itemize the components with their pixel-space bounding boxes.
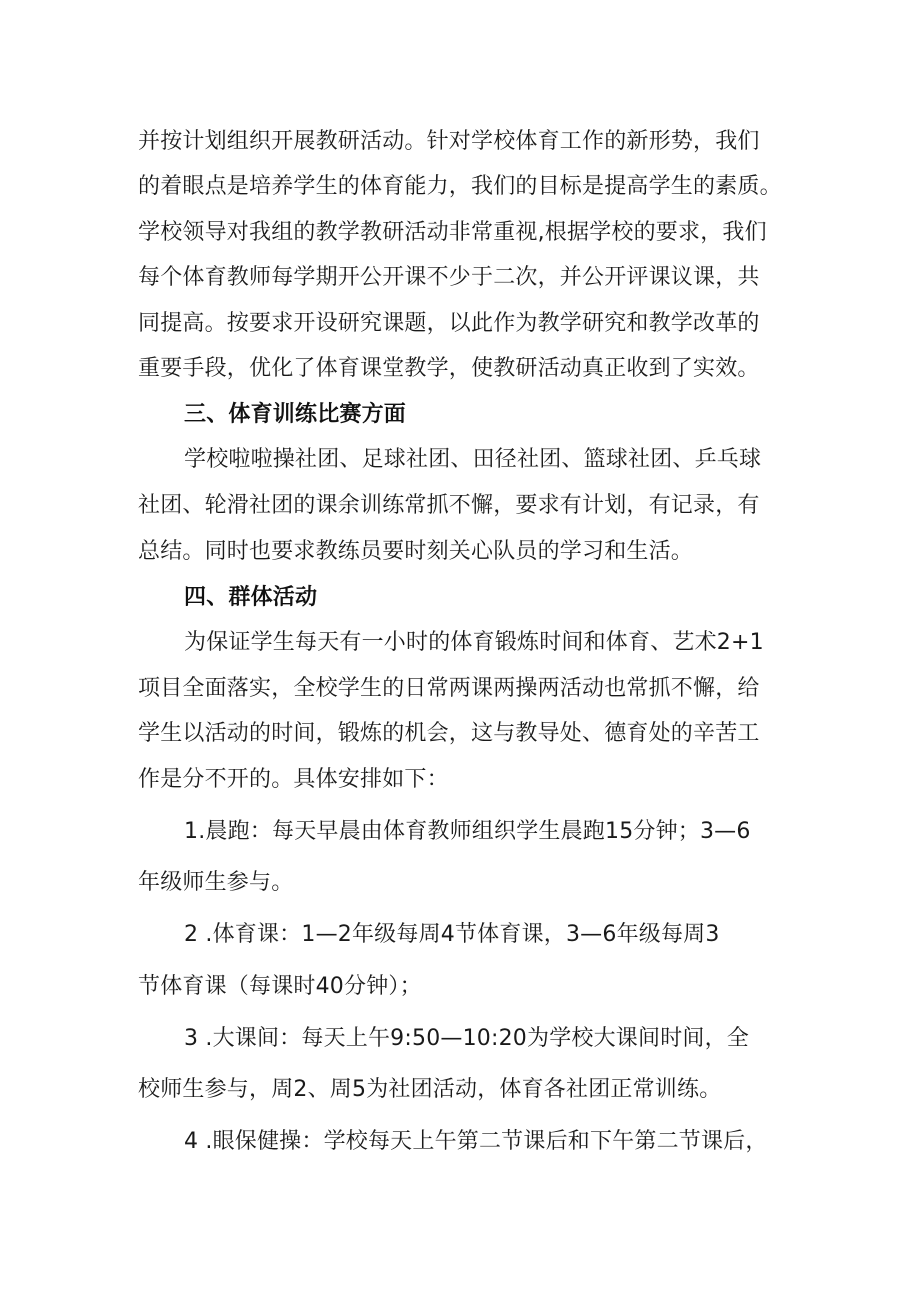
- body-text-line: 学校领导对我组的教学教研活动非常重视,根据学校的要求，我们: [138, 220, 767, 245]
- body-text-line: 总结。同时也要求教练员要时刻关心队员的学习和生活。: [138, 539, 694, 564]
- body-text-line: 重要手段，优化了体育课堂教学，使教研活动真正收到了实效。: [138, 356, 760, 381]
- section-heading: 三、体育训练比赛方面: [184, 402, 407, 427]
- body-text-line: 学校啦啦操社团、足球社团、田径社团、篮球社团、乒乓球: [184, 447, 762, 472]
- list-item-line: 校师生参与，周2、周5为社团活动，体育各社团正常训练。: [138, 1077, 722, 1102]
- section-heading: 四、群体活动: [184, 585, 318, 610]
- body-text-line: 为保证学生每天有一小时的体育锻炼时间和体育、艺术2+1: [184, 630, 764, 655]
- list-item-line: 4 .眼保健操：学校每天上午第二节课后和下午第二节课后，: [184, 1129, 768, 1154]
- body-text-line: 社团、轮滑社团的课余训练常抓不懈，要求有计划，有记录，有: [138, 493, 760, 518]
- list-item-line: 节体育课（每课时40分钟）；: [138, 974, 422, 999]
- body-text-line: 作是分不开的。具体安排如下：: [138, 767, 449, 792]
- list-item-line: 2 .体育课：1—2年级每周4节体育课，3—6年级每周3: [184, 922, 720, 947]
- body-text-line: 每个体育教师每学期开公开课不少于二次，并公开评课议课，共: [138, 265, 760, 290]
- body-text-line: 学生以活动的时间，锻炼的机会，这与教导处、德育处的辛苦工: [138, 721, 760, 746]
- list-item-line: 年级师生参与。: [138, 870, 294, 895]
- body-text-line: 同提高。按要求开设研究课题，以此作为教学研究和教学改革的: [138, 311, 760, 336]
- list-item-line: 1.晨跑：每天早晨由体育教师组织学生晨跑15分钟；3—6: [184, 819, 751, 844]
- body-text-line: 项目全面落实，全校学生的日常两课两操两活动也常抓不懈，给: [138, 676, 760, 701]
- body-text-line: 的着眼点是培养学生的体育能力，我们的目标是提高学生的素质。: [138, 174, 782, 199]
- body-text-line: 并按计划组织开展教研活动。针对学校体育工作的新形势，我们: [138, 129, 760, 154]
- list-item-line: 3 .大课间：每天上午9:50—10:20为学校大课间时间，全: [184, 1026, 749, 1051]
